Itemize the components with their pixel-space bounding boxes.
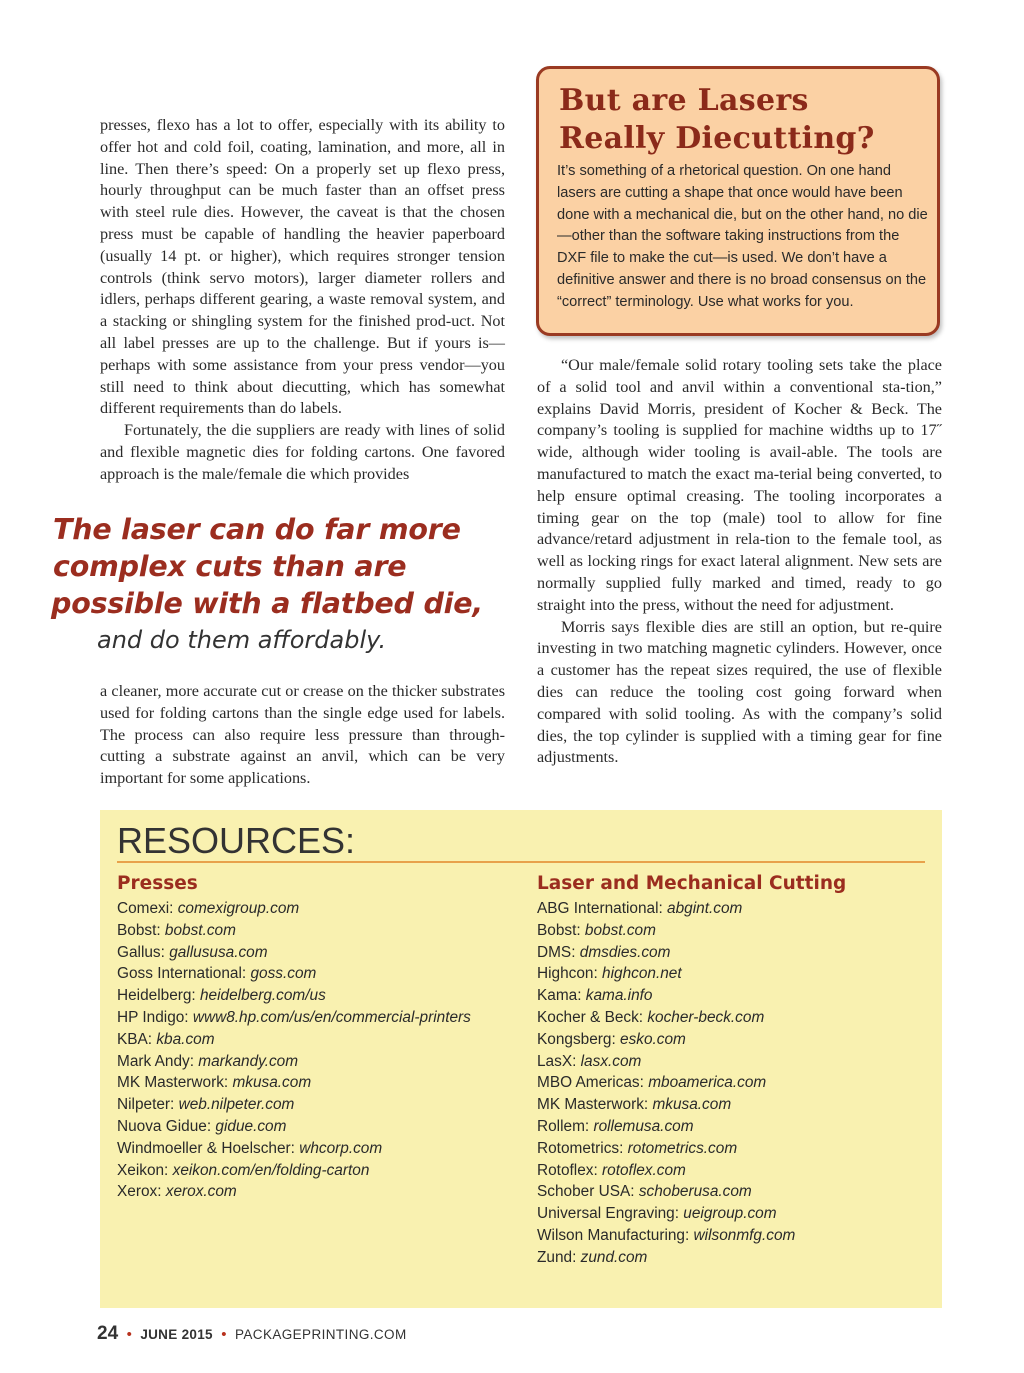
- resource-url[interactable]: rotometrics.com: [627, 1139, 738, 1157]
- resource-url[interactable]: xeikon.com/en/folding-carton: [172, 1161, 370, 1179]
- resource-company: HP Indigo:: [117, 1008, 189, 1026]
- resource-url[interactable]: dmsdies.com: [579, 943, 671, 961]
- resource-url[interactable]: schoberusa.com: [638, 1183, 752, 1201]
- resource-url[interactable]: heidelberg.com/us: [200, 987, 326, 1005]
- resource-item: [117, 898, 471, 920]
- resource-url[interactable]: goss.com: [250, 965, 317, 983]
- resource-company: Highcon:: [537, 965, 598, 983]
- resource-url[interactable]: wilsonmfg.com: [693, 1226, 796, 1244]
- resource-item: [537, 1051, 846, 1073]
- resource-company: MBO Americas:: [537, 1074, 644, 1092]
- resource-url[interactable]: whcorp.com: [299, 1139, 383, 1157]
- body-paragraph: “Our male/female solid rotary tooling sets take the place of a solid tool and anvil within a conventional sta-tion,” explains David Morris, president of Kocher & Beck. The company’s tooling is supplied for machine widths up to 17˝ wide, although wider tooling is avail-able. The tools are manufactured to match the exact ma-terial being converted, to help ensure optimal creasing. The tooling incorporates a timing gear on the top (male) tool to allow for fine advance/retard adjustment in rela-tion to the female tool, as well as locking rings for exact lateral alignment. New sets are normally supplied fully marked and timed, ready to go straight into the press, without the need for adjustment.: [537, 356, 942, 614]
- resource-company: LasX:: [537, 1052, 577, 1070]
- laser-list: [537, 898, 846, 1269]
- resource-url[interactable]: bobst.com: [584, 921, 656, 939]
- resource-item: [117, 1138, 471, 1160]
- resource-company: Bobst:: [537, 921, 581, 939]
- resource-item: [117, 1051, 471, 1073]
- resource-url[interactable]: rotoflex.com: [602, 1161, 686, 1179]
- left-column-top: [100, 115, 505, 486]
- pull-quote-line: possible with a flatbed die,: [51, 587, 483, 620]
- resource-item: [537, 985, 846, 1007]
- resource-item: [117, 1116, 471, 1138]
- resource-item: [117, 1094, 471, 1116]
- resource-item: [117, 1029, 471, 1051]
- resources-divider: [117, 861, 925, 863]
- resource-company: Schober USA:: [537, 1183, 635, 1201]
- resources-title: RESOURCES:: [117, 820, 356, 861]
- resource-company: Kocher & Beck:: [537, 1008, 644, 1026]
- resource-item: [117, 1072, 471, 1094]
- resource-item: [537, 1072, 846, 1094]
- resource-url[interactable]: lasx.com: [580, 1052, 642, 1070]
- resource-item: [537, 1181, 846, 1203]
- resource-url[interactable]: ueigroup.com: [683, 1205, 777, 1223]
- body-paragraph: Fortunately, the die suppliers are ready with lines of solid and flexible magnetic dies for folding cartons. One favored approach is the male/female die which provides: [100, 421, 505, 483]
- pull-quote-line: complex cuts than are: [53, 550, 407, 583]
- presses-list: [117, 898, 471, 1203]
- resource-item: [117, 942, 471, 964]
- right-column: [537, 355, 942, 769]
- resource-company: Universal Engraving:: [537, 1205, 680, 1223]
- resource-item: [537, 1225, 846, 1247]
- presses-heading: Presses: [117, 873, 198, 894]
- resource-item: [537, 1116, 846, 1138]
- page-footer: [97, 1323, 407, 1345]
- resource-url[interactable]: zund.com: [580, 1248, 648, 1266]
- resource-company: Heidelberg:: [117, 987, 196, 1005]
- sidebar-title-line1: But are Lasers: [559, 83, 809, 118]
- resource-company: Kama:: [537, 987, 582, 1005]
- resource-company: Kongsberg:: [537, 1030, 616, 1048]
- resource-company: MK Masterwork:: [117, 1074, 229, 1092]
- page-number: 24: [97, 1323, 119, 1344]
- footer-bullet: •: [126, 1326, 132, 1343]
- resource-item: [537, 898, 846, 920]
- resource-item: [537, 1094, 846, 1116]
- laser-heading: Laser and Mechanical Cutting: [537, 873, 847, 894]
- resource-url[interactable]: rollemusa.com: [593, 1117, 694, 1135]
- resource-company: Nuova Gidue:: [117, 1117, 212, 1135]
- pull-quote-line: The laser can do far more: [53, 513, 461, 546]
- resource-company: Goss International:: [117, 965, 247, 983]
- resource-company: Wilson Manufacturing:: [537, 1226, 690, 1244]
- resource-item: [537, 920, 846, 942]
- sidebar-body: It’s something of a rhetorical question. On one hand lasers are cutting a shape that once would have been done with a mechanical die, but on the other hand, no die—other than the software taking instructions from the DXF file to make the cut—is used. We don’t have a definitive answer and there is no broad consensus on the “correct” terminology. Use what works for you.: [557, 163, 928, 310]
- left-column-bottom: [100, 681, 505, 790]
- issue-date: JUNE 2015: [140, 1327, 213, 1342]
- resource-url[interactable]: xerox.com: [165, 1183, 237, 1201]
- resource-company: Bobst:: [117, 921, 161, 939]
- resource-company: MK Masterwork:: [537, 1096, 649, 1114]
- sidebar-box: [536, 66, 940, 336]
- resource-item: [117, 1160, 471, 1182]
- resource-url[interactable]: esko.com: [620, 1030, 686, 1048]
- sidebar-title-line2: Really Diecutting?: [559, 121, 875, 156]
- resource-item: [537, 942, 846, 964]
- resource-company: Xerox:: [117, 1183, 162, 1201]
- body-paragraph: presses, flexo has a lot to offer, especially with its ability to offer hot and cold foil, coating, lamination, and more, all in line. Then there’s speed: On a properly set up flexo press, hourly throughput can be much faster than an offset press with steel rule dies. However, the caveat is that the chosen press must be capable of handling the heavier paperboard (usually 14 pt. or higher), which requires stronger tension controls (think servo motors), larger diameter rollers and idlers, perhaps different gearing, a waste removal system, and a stacking or shingling system for the finished prod-uct. Not all label presses are up to the challenge. But if yours is—perhaps with some assistance from your press vendor—you still need to think about diecutting, which has somewhat different requirements than do labels.: [100, 116, 505, 418]
- resource-item: [117, 1007, 471, 1029]
- resource-item: [537, 1138, 846, 1160]
- resource-company: Nilpeter:: [117, 1096, 175, 1114]
- resource-item: [537, 1029, 846, 1051]
- resource-company: Gallus:: [117, 943, 165, 961]
- resource-item: [117, 963, 471, 985]
- resource-url[interactable]: bobst.com: [164, 921, 236, 939]
- resource-url[interactable]: highcon.net: [602, 965, 682, 983]
- resource-item: [537, 1007, 846, 1029]
- resource-company: Rollem:: [537, 1117, 590, 1135]
- resource-url[interactable]: gidue.com: [215, 1117, 287, 1135]
- resource-url[interactable]: mboamerica.com: [648, 1074, 767, 1092]
- resources-laser-column: [537, 872, 846, 1269]
- resource-company: Zund:: [537, 1248, 577, 1266]
- resource-company: DMS:: [537, 943, 576, 961]
- footer-bullet: •: [221, 1326, 227, 1343]
- resource-url[interactable]: kba.com: [156, 1030, 215, 1048]
- resource-company: KBA:: [117, 1030, 153, 1048]
- resource-company: ABG International:: [537, 900, 663, 917]
- resource-url[interactable]: mkusa.com: [232, 1074, 312, 1092]
- site-name: PACKAGEPRINTING.COM: [234, 1327, 407, 1342]
- resource-item: [537, 1247, 846, 1269]
- resource-item: [537, 1160, 846, 1182]
- body-paragraph: a cleaner, more accurate cut or crease on the thicker substrates used for folding cartons than the single edge used for labels. The process can also require less pressure than through-cutting a substrate against an anvil, which can be very important for some applications.: [100, 682, 505, 788]
- resource-url[interactable]: www8.hp.com/us/en/commercial-printers: [192, 1008, 471, 1026]
- resource-url[interactable]: abgint.com: [667, 900, 743, 917]
- resources-box: [100, 810, 942, 1308]
- resources-presses-column: [117, 872, 471, 1203]
- resource-company: Xeikon:: [117, 1161, 169, 1179]
- resource-item: [537, 1203, 846, 1225]
- resource-url[interactable]: gallususa.com: [169, 943, 268, 961]
- resource-item: [117, 920, 471, 942]
- resource-url[interactable]: markandy.com: [198, 1052, 299, 1070]
- resource-item: [537, 963, 846, 985]
- body-paragraph: Morris says flexible dies are still an option, but re-quire investing in two matching magnetic cylinders. However, once a customer has the repeat sizes required, the use of flexible dies can reduce the tooling cost going forward when compared with solid tooling. As with the company’s solid dies, the top cylinder is supplied with a timing gear for fine adjustments.: [537, 617, 942, 767]
- resource-item: [117, 1181, 471, 1203]
- resource-company: Mark Andy:: [117, 1052, 194, 1070]
- resource-item: [117, 985, 471, 1007]
- resource-company: Comexi:: [117, 900, 174, 917]
- resource-company: Rotoflex:: [537, 1161, 598, 1179]
- resource-url[interactable]: kocher-beck.com: [647, 1008, 765, 1026]
- pull-quote-tail: and do them affordably.: [97, 626, 387, 654]
- resource-url[interactable]: kama.info: [585, 987, 653, 1005]
- resource-url[interactable]: web.nilpeter.com: [178, 1096, 295, 1114]
- resource-url[interactable]: comexigroup.com: [177, 900, 300, 917]
- resource-company: Windmoeller & Hoelscher:: [117, 1139, 295, 1157]
- resource-url[interactable]: mkusa.com: [652, 1096, 732, 1114]
- resource-company: Rotometrics:: [537, 1139, 624, 1157]
